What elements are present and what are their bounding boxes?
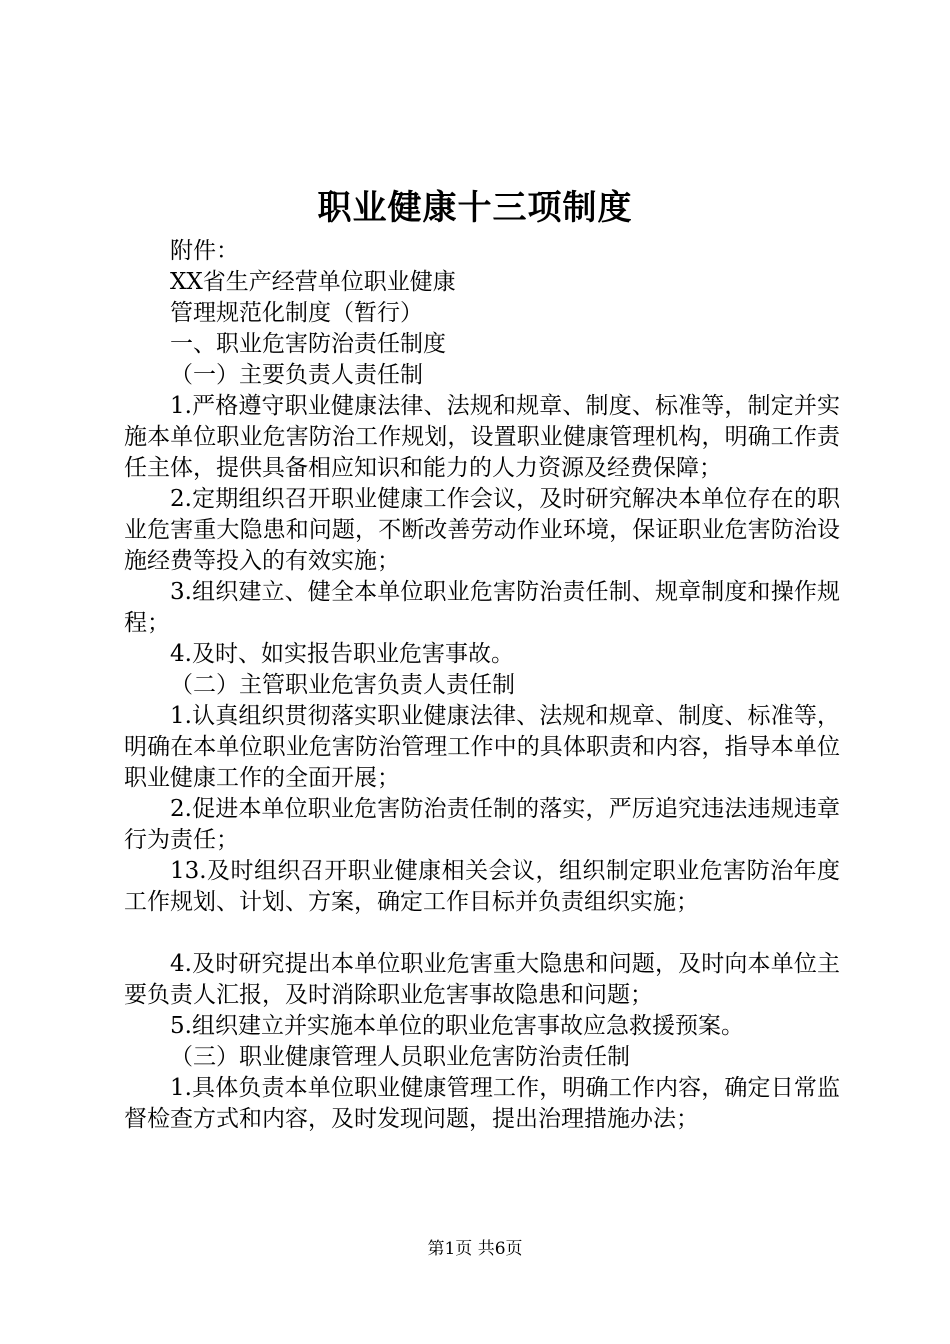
blank-line [124, 918, 840, 949]
paragraph: 4.及时研究提出本单位职业危害重大隐患和问题，及时向本单位主要负责人汇报，及时消除职业危害事故隐患和问题； [124, 951, 840, 1008]
subsection-heading-2: （二）主管职业危害负责人责任制 [170, 672, 515, 698]
subsection-heading-1: （一）主要负责人责任制 [170, 362, 423, 388]
page-footer: 第1页 共6页 [427, 1239, 523, 1259]
paragraph: 1.认真组织贯彻落实职业健康法律、法规和规章、制度、标准等，明确在本单位职业危害防治管理工作中的具体职责和内容，指导本单位职业健康工作的全面开展； [124, 703, 840, 791]
subsection-heading-3: （三）职业健康管理人员职业危害防治责任制 [170, 1044, 630, 1070]
section-heading-1: 一、职业危害防治责任制度 [170, 331, 446, 357]
paragraph-attachment: 附件： [170, 238, 239, 264]
paragraph: 2.定期组织召开职业健康工作会议，及时研究解决本单位存在的职业危害重大隐患和问题，不断改善劳动作业环境，保证职业危害防治设施经费等投入的有效实施； [124, 486, 840, 574]
paragraph: 3.组织建立、健全本单位职业危害防治责任制、规章制度和操作规程； [124, 579, 840, 636]
document-title: 职业健康十三项制度 [317, 188, 633, 228]
paragraph: 5.组织建立并实施本单位的职业危害事故应急救援预案。 [170, 1013, 744, 1039]
paragraph: 1.具体负责本单位职业健康管理工作，明确工作内容，确定日常监督检查方式和内容，及时发现问题，提出治理措施办法； [124, 1075, 840, 1132]
document-body [124, 236, 840, 1135]
paragraph: 4.及时、如实报告职业危害事故。 [170, 641, 514, 667]
paragraph-subtitle-line2: 管理规范化制度（暂行） [170, 300, 423, 326]
paragraph-subtitle-line1: XX省生产经营单位职业健康 [170, 269, 456, 295]
paragraph: 2.促进本单位职业危害防治责任制的落实，严厉追究违法违规违章行为责任； [124, 796, 840, 853]
paragraph: 13.及时组织召开职业健康相关会议，组织制定职业危害防治年度工作规划、计划、方案，确定工作目标并负责组织实施； [124, 858, 840, 915]
paragraph: 1.严格遵守职业健康法律、法规和规章、制度、标准等，制定并实施本单位职业危害防治工作规划，设置职业健康管理机构，明确工作责任主体，提供具备相应知识和能力的人力资源及经费保障； [124, 393, 840, 481]
